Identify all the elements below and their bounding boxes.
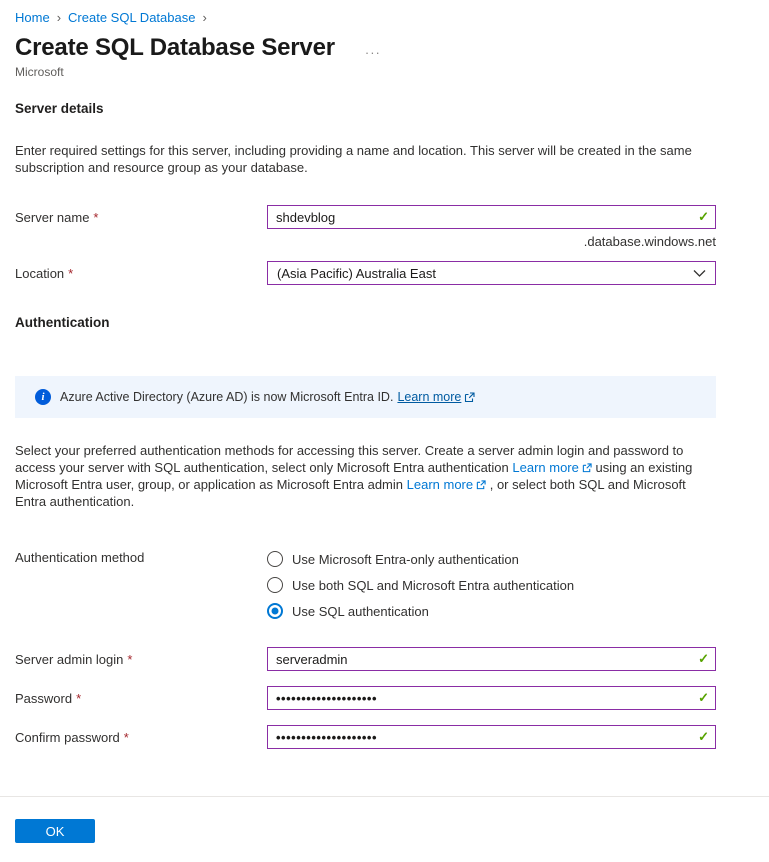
confirm-password-input[interactable] [267, 725, 716, 749]
more-options-button[interactable]: ··· [364, 44, 381, 60]
page-title: Create SQL Database Server [15, 34, 335, 61]
confirm-password-row [15, 725, 716, 749]
location-row [15, 261, 716, 285]
radio-button-icon [267, 603, 283, 619]
confirm-password-label: Confirm password * [15, 729, 129, 745]
valid-check-icon: ✓ [698, 690, 709, 705]
ok-button[interactable]: OK [15, 819, 95, 843]
server-admin-login-row [15, 647, 716, 671]
password-input[interactable] [267, 686, 716, 710]
required-asterisk: * [93, 209, 99, 225]
authentication-method-row [15, 546, 716, 624]
location-selected-value: (Asia Pacific) Australia East [277, 265, 436, 281]
chevron-down-icon [693, 269, 706, 278]
valid-check-icon: ✓ [698, 729, 709, 744]
banner-learn-more-link[interactable]: Learn more [397, 390, 462, 404]
learn-more-link-1[interactable]: Learn more [512, 460, 579, 475]
location-select[interactable] [267, 261, 716, 285]
location-label: Location * [15, 265, 74, 281]
radio-sql-authentication[interactable]: Use SQL authentication [267, 598, 716, 624]
valid-check-icon: ✓ [698, 209, 709, 224]
radio-both-sql-and-entra-authentication[interactable]: Use both SQL and Microsoft Entra authentication [267, 572, 716, 598]
external-link-icon [582, 463, 592, 473]
authentication-method-radio-group [267, 546, 716, 624]
chevron-right-icon: › [202, 9, 207, 25]
password-row [15, 686, 716, 710]
blade-header [15, 34, 716, 62]
learn-more-link-2[interactable]: Learn more [406, 477, 474, 492]
server-details-heading: Server details [15, 101, 104, 116]
required-asterisk: * [68, 265, 74, 281]
chevron-right-icon: › [56, 9, 62, 25]
authentication-method-label: Authentication method [15, 550, 145, 565]
required-asterisk: * [123, 729, 129, 745]
radio-entra-only-authentication[interactable]: Use Microsoft Entra-only authentication [267, 546, 716, 572]
banner-text: Azure Active Directory (Azure AD) is now Microsoft Entra ID. [60, 390, 394, 404]
server-name-row [15, 205, 716, 229]
breadcrumb [15, 8, 716, 26]
server-admin-login-label: Server admin login * [15, 651, 133, 667]
external-link-icon [476, 480, 486, 490]
external-link-icon [464, 392, 475, 403]
server-name-label: Server name * [15, 209, 99, 225]
authentication-heading: Authentication [15, 315, 110, 330]
authentication-description: Select your preferred authentication methods for accessing this server. Create a server admin login and password to access your server with SQL authentication, select only Microsoft Entra authentication Learn more using an existing Microsoft Entra user, group, or application as Microsoft Entra admin Learn more , or select both SQL and Microsoft Entra authentication. [15, 443, 693, 509]
server-details-description: Enter required settings for this server, including providing a name and location. This server will be created in the same subscription and resource group as your database. [15, 143, 692, 175]
password-label: Password * [15, 690, 82, 706]
info-icon: i [35, 389, 51, 405]
radio-button-icon [267, 577, 283, 593]
required-asterisk: * [127, 651, 133, 667]
breadcrumb-create-sql-database-link[interactable]: Create SQL Database [68, 9, 196, 25]
radio-button-icon [267, 551, 283, 567]
breadcrumb-home-link[interactable]: Home [15, 9, 50, 25]
required-asterisk: * [76, 690, 82, 706]
valid-check-icon: ✓ [698, 651, 709, 666]
server-name-input[interactable] [267, 205, 716, 229]
footer-divider [0, 796, 769, 797]
server-name-suffix: .database.windows.net [583, 234, 716, 249]
entra-info-banner [15, 376, 716, 418]
publisher-subtitle: Microsoft [15, 65, 64, 79]
server-details-form [15, 205, 716, 285]
server-admin-login-input[interactable] [267, 647, 716, 671]
